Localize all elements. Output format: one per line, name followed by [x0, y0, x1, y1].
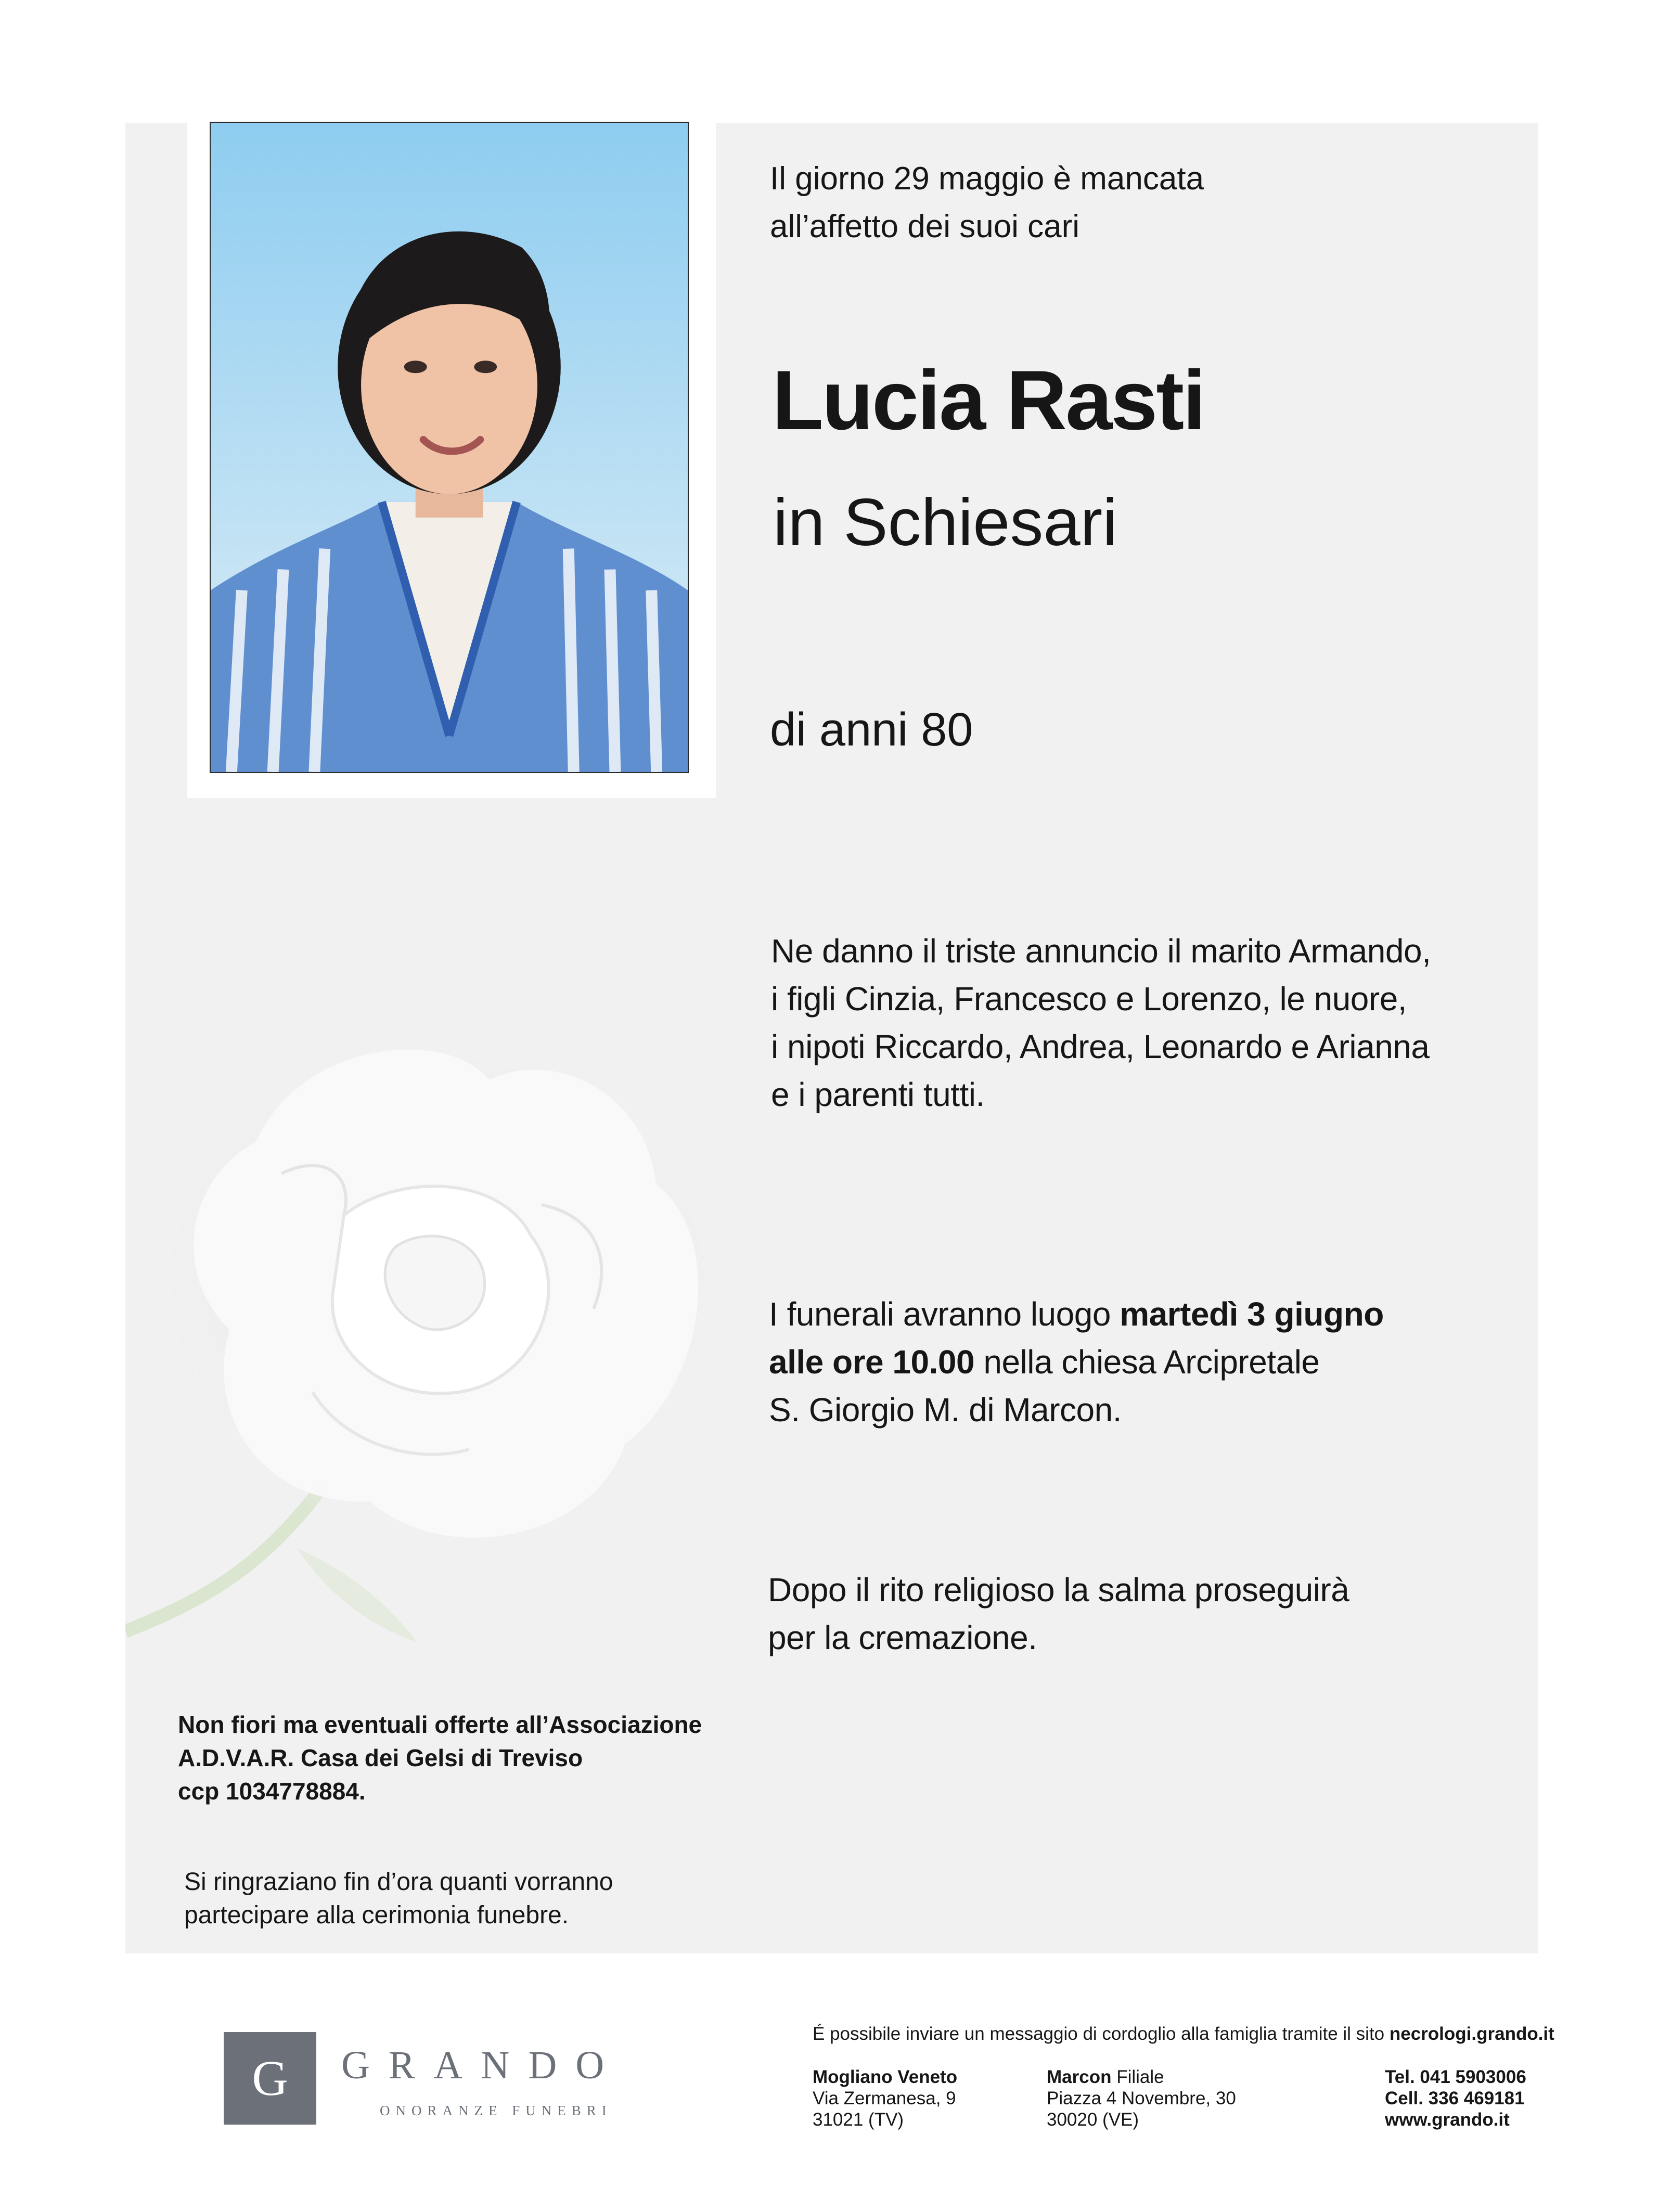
deceased-name: Lucia Rasti [772, 353, 1205, 447]
portrait-photo [210, 122, 689, 773]
office-mogliano: Mogliano Veneto Via Zermanesa, 9 31021 (TV) [813, 2067, 958, 2130]
married-name: in Schiesari [773, 485, 1117, 560]
grando-logo-mark [224, 2032, 316, 2125]
funeral-date: martedì 3 giugno [1120, 1295, 1384, 1333]
donation-note: Non fiori ma eventuali offerte all’Associazione A.D.V.A.R. Casa dei Gelsi di Treviso ccp 1034778884. [178, 1711, 702, 1805]
brand-subtitle: ONORANZE FUNEBRI [380, 2103, 612, 2118]
death-intro: Il giorno 29 maggio è mancata all’affetto dei suoi cari [770, 161, 1204, 245]
mobile-number[interactable]: Cell. 336 469181 [1385, 2088, 1525, 2108]
deceased-age: di anni 80 [770, 704, 973, 756]
brand-name: GRANDO [341, 2043, 623, 2087]
announcement-text: Ne danno il triste annuncio il marito Armando, i figli Cinzia, Francesco e Lorenzo, le nuore, i nipoti Riccardo, Andrea, Leonardo e Arianna e i parenti tutti. [771, 932, 1431, 1113]
thanks-note: Si ringraziano fin d’ora quanti vorranno partecipare alla cerimonia funebre. [184, 1868, 613, 1929]
cremation-note: Dopo il rito religioso la salma proseguirà per la cremazione. [768, 1571, 1349, 1656]
white-rose-image [125, 1018, 765, 1735]
condolence-note: É possibile inviare un messaggio di cordoglio alla famiglia tramite il sito necrologi.grando.it [813, 2024, 1554, 2044]
funeral-details: I funerali avranno luogo martedì 3 giugno alle ore 10.00 nella chiesa Arcipretale S. Giorgio M. di Marcon. [769, 1290, 1384, 1434]
office-marcon: Marcon Filiale Piazza 4 Novembre, 30 30020 (VE) [1047, 2067, 1236, 2130]
funeral-church: S. Giorgio M. di Marcon. [769, 1391, 1122, 1429]
contacts [1385, 2066, 1526, 2130]
logo-letter: G [252, 2050, 288, 2106]
phone-number[interactable]: Tel. 041 5903006 [1385, 2067, 1526, 2087]
funeral-time: alle ore 10.00 [769, 1343, 975, 1381]
condolence-site-link[interactable]: necrologi.grando.it [1389, 2024, 1554, 2044]
website-link[interactable]: www.grando.it [1385, 2110, 1510, 2130]
